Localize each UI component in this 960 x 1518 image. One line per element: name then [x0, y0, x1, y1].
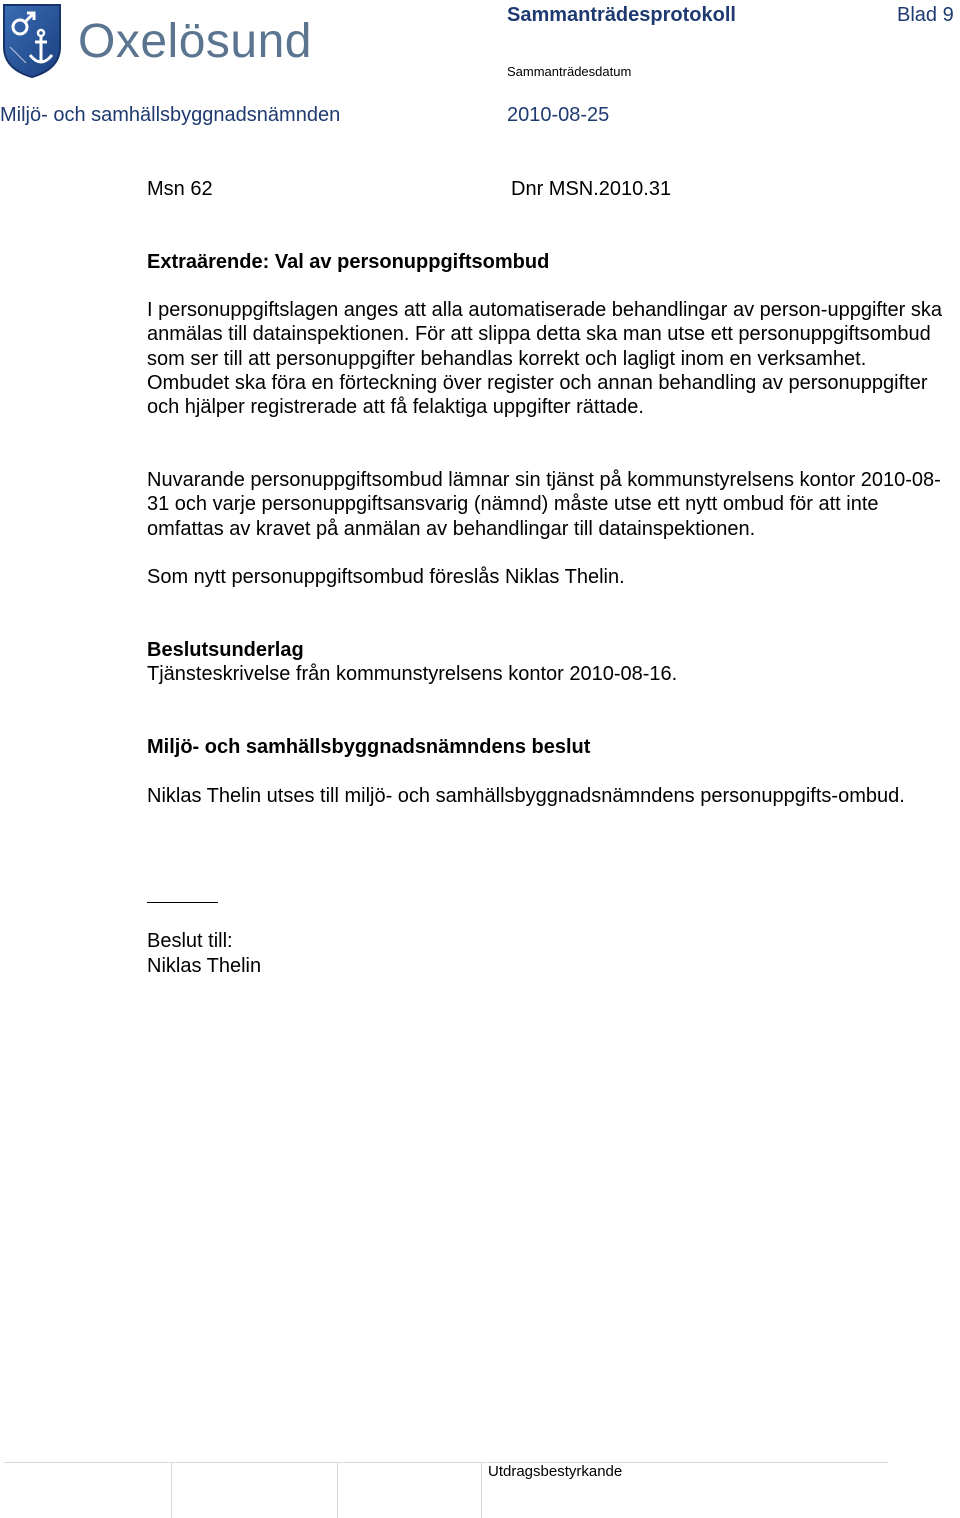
- meeting-date: 2010-08-25: [507, 104, 610, 126]
- body-paragraph: Nuvarande personuppgiftsombud lämnar sin tjänst på kommunstyrelsens kontor 2010-08-31 och varje personuppgiftsansvarig (nämnd) måste utse ett nytt ombud för att inte omfattas av kravet på anmälan av behandlingar till datainspektionen.: [147, 469, 941, 540]
- recipients-label: Beslut till:: [147, 930, 233, 952]
- certification-label: Utdragsbestyrkande: [488, 1463, 623, 1480]
- case-registration-number: Dnr MSN.2010.31: [511, 178, 672, 200]
- meeting-date-label: Sammanträdesdatum: [507, 64, 632, 79]
- logo-wordmark: Oxelösund: [78, 15, 312, 68]
- body-paragraph: Som nytt personuppgiftsombud föreslås Niklas Thelin.: [147, 566, 625, 588]
- case-paragraph-number: Msn 62: [147, 178, 213, 200]
- basis-text: Tjänsteskrivelse från kommunstyrelsens kontor 2010-08-16.: [147, 663, 678, 685]
- document-title: Sammanträdesprotokoll: [507, 4, 736, 26]
- footer-signature-box-divider: [481, 1463, 482, 1518]
- decision-text: Niklas Thelin utses till miljö- och samhällsbyggnadsnämndens personuppgifts-ombud.: [147, 785, 905, 807]
- basis-heading: Beslutsunderlag: [147, 639, 304, 661]
- case-subject-heading: Extraärende: Val av personuppgiftsombud: [147, 251, 550, 273]
- separator-line: [147, 902, 218, 903]
- footer-rule: [4, 1462, 888, 1463]
- municipal-shield-logo-icon: [2, 3, 62, 79]
- footer-signature-box-divider: [171, 1463, 172, 1518]
- page-number: Blad 9: [897, 4, 954, 26]
- recipient-name: Niklas Thelin: [147, 955, 262, 977]
- body-paragraph: I personuppgiftslagen anges att alla automatiserade behandlingar av person-uppgifter ska anmälas till datainspektionen. För att slippa detta ska man utse ett personuppgiftsombud som ser till att personuppgifter behandlas korrekt och lagligt inom en verksamhet. Ombudet ska föra en förteckning över register och annan behandling av personuppgifter och hjälper registrerade att få felaktiga uppgifter rättade.: [147, 299, 942, 419]
- footer-signature-box-divider: [337, 1463, 338, 1518]
- committee-name: Miljö- och samhällsbyggnadsnämnden: [0, 104, 341, 126]
- decision-heading: Miljö- och samhällsbyggnadsnämndens beslut: [147, 736, 591, 758]
